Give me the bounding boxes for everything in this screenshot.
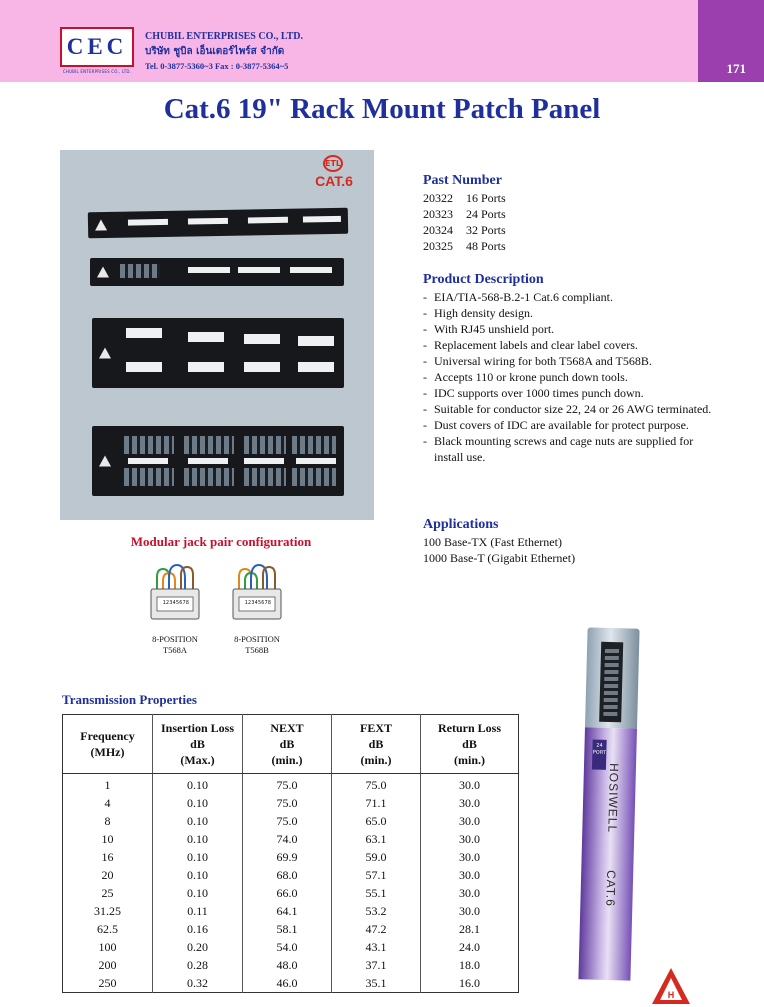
table-cell: 63.1 <box>332 830 421 848</box>
table-cell: 0.10 <box>153 884 243 902</box>
table-cell: 57.1 <box>332 866 421 884</box>
table-cell: 4 <box>63 794 153 812</box>
table-cell: 250 <box>63 974 153 993</box>
table-cell: 62.5 <box>63 920 153 938</box>
cat6-label: CAT.6 <box>315 173 353 189</box>
applications-list <box>423 534 575 566</box>
table-cell: 58.1 <box>243 920 332 938</box>
table-cell: 28.1 <box>459 922 480 936</box>
table-row <box>63 884 519 902</box>
list-item: - Dust covers of IDC are available for protect purpose. <box>423 417 723 433</box>
table-cell: 100 <box>63 938 153 956</box>
list-item: - Black mounting screws and cage nuts are supplied for install use. <box>423 433 723 465</box>
company-contact: Tel. 0-3877-5360~3 Fax : 0-3877-5364~5 <box>145 61 289 71</box>
table-cell: 75.0 <box>332 774 421 795</box>
table-cell: 66.0 <box>243 884 332 902</box>
part-number-row: 20322 16 Ports <box>423 191 506 205</box>
jack-t568a-caption: 8-POSITION T568A <box>152 634 198 655</box>
brand-logo-icon <box>650 966 692 1006</box>
patch-panel-48 <box>92 426 344 496</box>
list-item: - EIA/TIA-568-B.2-1 Cat.6 compliant. <box>423 289 723 305</box>
table-cell: 8 <box>63 812 153 830</box>
part-number-heading: Past Number <box>423 173 502 188</box>
box-category-text: CAT.6 <box>603 869 619 907</box>
table-cell: 74.0 <box>243 830 332 848</box>
table-row <box>63 812 519 830</box>
product-description-heading: Product Description <box>423 272 544 287</box>
table-cell: 30.0 <box>459 886 480 900</box>
table-cell: 0.16 <box>153 920 243 938</box>
list-item: - High density design. <box>423 305 723 321</box>
table-row <box>63 794 519 812</box>
table-header-row <box>63 715 519 774</box>
table-cell: 64.1 <box>243 902 332 920</box>
product-description-list <box>423 289 723 465</box>
list-item: 100 Base-TX (Fast Ethernet) <box>423 535 562 549</box>
company-name: CHUBIL ENTERPRISES CO., LTD. <box>145 31 304 42</box>
table-cell: 37.1 <box>332 956 421 974</box>
port-label: 24 PORT <box>592 740 607 770</box>
list-item: 1000 Base-T (Gigabit Ethernet) <box>423 551 576 565</box>
table-row <box>63 956 519 974</box>
logo-subtitle: CHUBIL ENTERPRISES CO., LTD. <box>62 69 132 74</box>
table-row <box>63 920 519 938</box>
table-cell: 0.11 <box>153 902 243 920</box>
company-logo <box>60 27 134 79</box>
table-cell: 16 <box>63 848 153 866</box>
table-cell: 0.10 <box>153 774 243 795</box>
table-cell: 75.0 <box>243 812 332 830</box>
transmission-table <box>62 714 519 993</box>
table-cell: 16.0 <box>459 976 480 990</box>
table-row <box>63 902 519 920</box>
list-item: - Accepts 110 or krone punch down tools. <box>423 369 723 385</box>
jack-t568b-diagram <box>229 563 285 625</box>
table-cell: 54.0 <box>243 938 332 956</box>
table-cell: 48.0 <box>243 956 332 974</box>
table-row <box>63 774 519 795</box>
table-cell: 30.0 <box>459 796 480 810</box>
brand-logo-icon <box>99 456 111 467</box>
part-number-row: 20324 32 Ports <box>423 223 506 237</box>
column-header-next: NEXT dB (min.) <box>243 715 332 774</box>
table-cell: 10 <box>63 830 153 848</box>
table-cell: 30.0 <box>459 778 480 792</box>
part-number-row: 20325 48 Ports <box>423 239 506 253</box>
part-number-row: 20323 24 Ports <box>423 207 506 221</box>
list-item: - Universal wiring for both T568A and T568B. <box>423 353 723 369</box>
jack-t568b-caption: 8-POSITION T568B <box>234 634 280 655</box>
table-cell: 69.9 <box>243 848 332 866</box>
product-box-photo <box>578 627 639 980</box>
table-cell: 31.25 <box>63 902 153 920</box>
company-info <box>145 29 303 74</box>
table-cell: 0.20 <box>153 938 243 956</box>
table-cell: 35.1 <box>332 974 421 993</box>
table-row <box>63 866 519 884</box>
patch-panel-24 <box>90 258 344 286</box>
jack-t568a-pins: 12345678 <box>162 600 190 606</box>
table-cell: 75.0 <box>243 774 332 795</box>
table-cell: 30.0 <box>459 814 480 828</box>
column-header-frequency: Frequency (MHz) <box>63 715 153 774</box>
page-title: Cat.6 19" Rack Mount Patch Panel <box>163 93 601 125</box>
product-photo <box>60 150 374 520</box>
column-header-return-loss: Return Loss dB (min.) <box>421 715 519 774</box>
box-brand-text: HOSIWELL <box>605 762 622 834</box>
svg-text:H: H <box>667 990 675 1000</box>
applications-heading: Applications <box>423 517 499 532</box>
table-cell: 0.10 <box>153 866 243 884</box>
patch-panel-32 <box>92 318 344 388</box>
table-cell: 200 <box>63 956 153 974</box>
table-cell: 24.0 <box>459 940 480 954</box>
column-header-insertion-loss: Insertion Loss dB (Max.) <box>153 715 243 774</box>
table-row <box>63 974 519 993</box>
table-cell: 0.10 <box>153 812 243 830</box>
patch-panel-16 <box>88 208 348 239</box>
table-cell: 71.1 <box>332 794 421 812</box>
brand-logo-icon <box>95 219 107 230</box>
page-tab <box>698 0 764 82</box>
brand-logo-icon <box>97 267 109 278</box>
jack-t568b-pins: 12345678 <box>244 600 272 606</box>
list-item: - IDC supports over 1000 times punch down. <box>423 385 723 401</box>
table-cell: 0.10 <box>153 848 243 866</box>
table-cell: 0.10 <box>153 794 243 812</box>
table-cell: 65.0 <box>332 812 421 830</box>
list-item: - With RJ45 unshield port. <box>423 321 723 337</box>
column-header-fext: FEXT dB (min.) <box>332 715 421 774</box>
list-item: - Replacement labels and clear label covers. <box>423 337 723 353</box>
table-cell: 75.0 <box>243 794 332 812</box>
table-cell: 46.0 <box>243 974 332 993</box>
table-cell: 1 <box>63 774 153 795</box>
table-cell: 43.1 <box>332 938 421 956</box>
table-cell: 53.2 <box>332 902 421 920</box>
modular-jack-heading: Modular jack pair configuration <box>130 534 312 549</box>
logo-text: CEC <box>60 27 134 67</box>
table-cell: 59.0 <box>332 848 421 866</box>
certification-icon: ETL <box>323 155 343 172</box>
table-cell: 25 <box>63 884 153 902</box>
table-cell: 20 <box>63 866 153 884</box>
cat6-badge <box>306 155 362 189</box>
table-cell: 30.0 <box>459 868 480 882</box>
table-cell: 30.0 <box>459 832 480 846</box>
table-cell: 30.0 <box>459 850 480 864</box>
page-number: 171 <box>726 61 746 76</box>
transmission-heading: Transmission Properties <box>62 692 197 707</box>
table-row <box>63 938 519 956</box>
table-cell: 68.0 <box>243 866 332 884</box>
table-cell: 47.2 <box>332 920 421 938</box>
jack-t568a-diagram <box>147 563 203 625</box>
table-cell: 0.10 <box>153 830 243 848</box>
table-cell: 30.0 <box>459 904 480 918</box>
table-cell: 18.0 <box>459 958 480 972</box>
company-name-thai: บริษัท ชูบิล เอ็นเตอร์ไพร์ส จำกัด <box>145 46 285 57</box>
table-cell: 0.28 <box>153 956 243 974</box>
list-item: - Suitable for conductor size 22, 24 or 26 AWG terminated. <box>423 401 723 417</box>
table-cell: 0.32 <box>153 974 243 993</box>
table-cell: 55.1 <box>332 884 421 902</box>
table-row <box>63 848 519 866</box>
brand-logo-icon <box>99 348 111 359</box>
table-row <box>63 830 519 848</box>
part-number-list <box>423 190 506 254</box>
